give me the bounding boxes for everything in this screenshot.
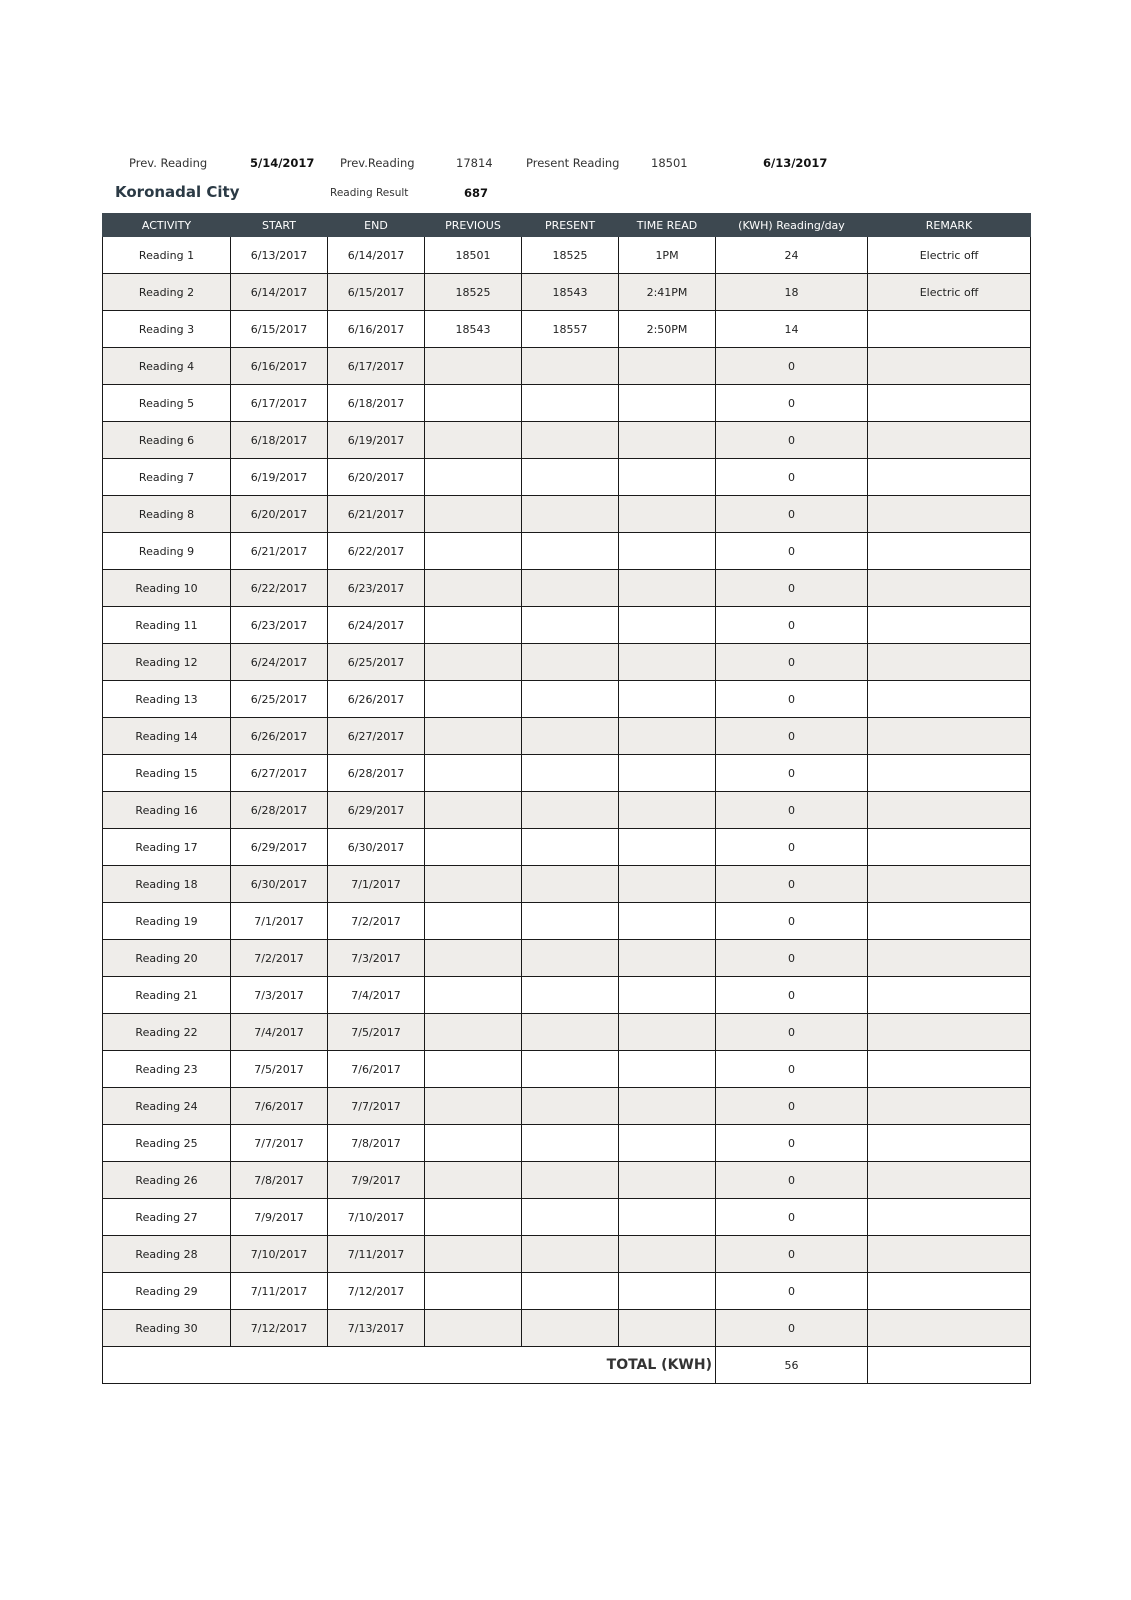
time-read-cell	[619, 866, 716, 903]
present-cell	[522, 496, 619, 533]
activity-cell: Reading 17	[103, 829, 231, 866]
end-date-cell: 6/14/2017	[328, 237, 425, 274]
kwh-per-day-cell: 0	[716, 1088, 868, 1125]
previous-cell	[425, 681, 522, 718]
end-date-cell: 7/1/2017	[328, 866, 425, 903]
remark-cell	[868, 977, 1031, 1014]
total-value: 56	[716, 1347, 868, 1384]
start-date-cell: 6/22/2017	[231, 570, 328, 607]
present-cell	[522, 792, 619, 829]
table-row	[103, 348, 1031, 385]
table-row	[103, 681, 1031, 718]
time-read-cell	[619, 422, 716, 459]
start-date-cell: 6/27/2017	[231, 755, 328, 792]
previous-cell	[425, 348, 522, 385]
present-cell	[522, 1014, 619, 1051]
start-date-cell: 6/29/2017	[231, 829, 328, 866]
remark-cell	[868, 940, 1031, 977]
table-row	[103, 422, 1031, 459]
remark-cell	[868, 459, 1031, 496]
start-date-cell: 6/20/2017	[231, 496, 328, 533]
activity-cell: Reading 30	[103, 1310, 231, 1347]
remark-cell	[868, 1088, 1031, 1125]
activity-cell: Reading 22	[103, 1014, 231, 1051]
start-date-cell: 7/8/2017	[231, 1162, 328, 1199]
prev-reading-value: 17814	[456, 156, 493, 170]
activity-cell: Reading 9	[103, 533, 231, 570]
previous-cell	[425, 1125, 522, 1162]
end-date-cell: 7/4/2017	[328, 977, 425, 1014]
column-header: PRESENT	[522, 214, 619, 237]
present-cell	[522, 940, 619, 977]
remark-cell	[868, 755, 1031, 792]
activity-cell: Reading 19	[103, 903, 231, 940]
total-row	[103, 1347, 1031, 1384]
time-read-cell	[619, 1310, 716, 1347]
prev-reading-date: 5/14/2017	[250, 156, 315, 170]
remark-cell	[868, 348, 1031, 385]
start-date-cell: 6/26/2017	[231, 718, 328, 755]
kwh-per-day-cell: 0	[716, 1014, 868, 1051]
kwh-per-day-cell: 24	[716, 237, 868, 274]
activity-cell: Reading 6	[103, 422, 231, 459]
end-date-cell: 6/25/2017	[328, 644, 425, 681]
kwh-per-day-cell: 0	[716, 718, 868, 755]
previous-cell	[425, 940, 522, 977]
activity-cell: Reading 13	[103, 681, 231, 718]
kwh-per-day-cell: 0	[716, 829, 868, 866]
time-read-cell	[619, 496, 716, 533]
kwh-per-day-cell: 0	[716, 422, 868, 459]
activity-cell: Reading 25	[103, 1125, 231, 1162]
remark-cell	[868, 1051, 1031, 1088]
end-date-cell: 7/5/2017	[328, 1014, 425, 1051]
present-cell	[522, 1125, 619, 1162]
activity-cell: Reading 28	[103, 1236, 231, 1273]
start-date-cell: 6/16/2017	[231, 348, 328, 385]
end-date-cell: 6/19/2017	[328, 422, 425, 459]
end-date-cell: 7/12/2017	[328, 1273, 425, 1310]
previous-cell	[425, 607, 522, 644]
previous-cell: 18543	[425, 311, 522, 348]
activity-cell: Reading 1	[103, 237, 231, 274]
start-date-cell: 7/7/2017	[231, 1125, 328, 1162]
previous-cell	[425, 829, 522, 866]
end-date-cell: 6/27/2017	[328, 718, 425, 755]
time-read-cell	[619, 829, 716, 866]
remark-cell	[868, 866, 1031, 903]
kwh-per-day-cell: 0	[716, 792, 868, 829]
start-date-cell: 6/14/2017	[231, 274, 328, 311]
column-header: TIME READ	[619, 214, 716, 237]
reading-log-table	[102, 213, 1031, 1384]
start-date-cell: 6/28/2017	[231, 792, 328, 829]
time-read-cell	[619, 755, 716, 792]
time-read-cell	[619, 533, 716, 570]
remark-cell	[868, 1310, 1031, 1347]
table-row	[103, 237, 1031, 274]
table-row	[103, 718, 1031, 755]
column-header: REMARK	[868, 214, 1031, 237]
time-read-cell: 1PM	[619, 237, 716, 274]
kwh-per-day-cell: 0	[716, 459, 868, 496]
present-cell	[522, 570, 619, 607]
activity-cell: Reading 2	[103, 274, 231, 311]
remark-cell	[868, 718, 1031, 755]
table-row	[103, 1162, 1031, 1199]
prev-reading-label: Prev. Reading	[129, 156, 208, 170]
time-read-cell	[619, 570, 716, 607]
time-read-cell: 2:50PM	[619, 311, 716, 348]
kwh-per-day-cell: 0	[716, 1199, 868, 1236]
end-date-cell: 6/20/2017	[328, 459, 425, 496]
present-cell	[522, 755, 619, 792]
time-read-cell	[619, 1125, 716, 1162]
start-date-cell: 6/17/2017	[231, 385, 328, 422]
present-cell: 18543	[522, 274, 619, 311]
start-date-cell: 6/23/2017	[231, 607, 328, 644]
start-date-cell: 7/9/2017	[231, 1199, 328, 1236]
previous-cell	[425, 1014, 522, 1051]
present-cell	[522, 422, 619, 459]
table-row	[103, 1088, 1031, 1125]
remark-cell	[868, 1199, 1031, 1236]
time-read-cell	[619, 385, 716, 422]
remark-cell	[868, 533, 1031, 570]
kwh-per-day-cell: 0	[716, 866, 868, 903]
time-read-cell	[619, 977, 716, 1014]
start-date-cell: 7/2/2017	[231, 940, 328, 977]
time-read-cell	[619, 1051, 716, 1088]
table-row	[103, 829, 1031, 866]
time-read-cell	[619, 1273, 716, 1310]
time-read-cell	[619, 940, 716, 977]
start-date-cell: 7/4/2017	[231, 1014, 328, 1051]
table-row	[103, 570, 1031, 607]
column-header: START	[231, 214, 328, 237]
present-cell	[522, 1088, 619, 1125]
reading-result-label: Reading Result	[330, 187, 409, 199]
end-date-cell: 7/9/2017	[328, 1162, 425, 1199]
end-date-cell: 7/11/2017	[328, 1236, 425, 1273]
kwh-per-day-cell: 0	[716, 607, 868, 644]
present-cell	[522, 866, 619, 903]
total-label: TOTAL (KWH)	[103, 1347, 716, 1384]
start-date-cell: 7/10/2017	[231, 1236, 328, 1273]
previous-cell	[425, 533, 522, 570]
activity-cell: Reading 29	[103, 1273, 231, 1310]
kwh-per-day-cell: 0	[716, 755, 868, 792]
activity-cell: Reading 21	[103, 977, 231, 1014]
table-row	[103, 1236, 1031, 1273]
start-date-cell: 7/3/2017	[231, 977, 328, 1014]
table-row	[103, 459, 1031, 496]
previous-cell	[425, 459, 522, 496]
column-header: END	[328, 214, 425, 237]
time-read-cell	[619, 681, 716, 718]
previous-cell	[425, 1236, 522, 1273]
time-read-cell	[619, 1088, 716, 1125]
present-cell	[522, 385, 619, 422]
start-date-cell: 6/15/2017	[231, 311, 328, 348]
remark-cell	[868, 607, 1031, 644]
kwh-per-day-cell: 0	[716, 348, 868, 385]
previous-cell	[425, 903, 522, 940]
present-cell	[522, 533, 619, 570]
start-date-cell: 7/1/2017	[231, 903, 328, 940]
kwh-per-day-cell: 0	[716, 385, 868, 422]
prev-reading-value-label: Prev.Reading	[340, 156, 415, 170]
present-cell	[522, 459, 619, 496]
present-reading-value: 18501	[651, 156, 688, 170]
start-date-cell: 7/6/2017	[231, 1088, 328, 1125]
activity-cell: Reading 27	[103, 1199, 231, 1236]
table-row	[103, 1014, 1031, 1051]
end-date-cell: 6/29/2017	[328, 792, 425, 829]
end-date-cell: 7/8/2017	[328, 1125, 425, 1162]
present-reading-label: Present Reading	[526, 156, 620, 170]
previous-cell	[425, 385, 522, 422]
table-row	[103, 385, 1031, 422]
end-date-cell: 7/7/2017	[328, 1088, 425, 1125]
present-cell	[522, 644, 619, 681]
table-row	[103, 866, 1031, 903]
table-row	[103, 607, 1031, 644]
start-date-cell: 6/30/2017	[231, 866, 328, 903]
previous-cell	[425, 496, 522, 533]
end-date-cell: 6/17/2017	[328, 348, 425, 385]
remark-cell	[868, 829, 1031, 866]
table-row	[103, 792, 1031, 829]
previous-cell: 18501	[425, 237, 522, 274]
previous-cell	[425, 718, 522, 755]
time-read-cell	[619, 1162, 716, 1199]
activity-cell: Reading 20	[103, 940, 231, 977]
present-cell	[522, 1199, 619, 1236]
time-read-cell	[619, 348, 716, 385]
table-row	[103, 903, 1031, 940]
present-cell: 18525	[522, 237, 619, 274]
start-date-cell: 6/21/2017	[231, 533, 328, 570]
start-date-cell: 6/19/2017	[231, 459, 328, 496]
column-header: (KWH) Reading/day	[716, 214, 868, 237]
activity-cell: Reading 14	[103, 718, 231, 755]
table-row	[103, 311, 1031, 348]
table-row	[103, 533, 1031, 570]
previous-cell	[425, 1162, 522, 1199]
time-read-cell	[619, 607, 716, 644]
activity-cell: Reading 4	[103, 348, 231, 385]
activity-cell: Reading 18	[103, 866, 231, 903]
end-date-cell: 6/23/2017	[328, 570, 425, 607]
total-remark-cell	[868, 1347, 1031, 1384]
activity-cell: Reading 15	[103, 755, 231, 792]
start-date-cell: 6/18/2017	[231, 422, 328, 459]
activity-cell: Reading 11	[103, 607, 231, 644]
present-cell	[522, 681, 619, 718]
previous-cell	[425, 422, 522, 459]
remark-cell	[868, 644, 1031, 681]
end-date-cell: 7/2/2017	[328, 903, 425, 940]
previous-cell	[425, 1051, 522, 1088]
kwh-per-day-cell: 0	[716, 1236, 868, 1273]
remark-cell: Electric off	[868, 274, 1031, 311]
present-cell	[522, 1162, 619, 1199]
table-header-row	[103, 214, 1031, 237]
remark-cell	[868, 1162, 1031, 1199]
remark-cell	[868, 1236, 1031, 1273]
remark-cell	[868, 385, 1031, 422]
kwh-per-day-cell: 0	[716, 681, 868, 718]
present-cell	[522, 977, 619, 1014]
time-read-cell	[619, 459, 716, 496]
time-read-cell	[619, 1199, 716, 1236]
remark-cell	[868, 792, 1031, 829]
activity-cell: Reading 8	[103, 496, 231, 533]
table-row	[103, 940, 1031, 977]
column-header: ACTIVITY	[103, 214, 231, 237]
remark-cell: Electric off	[868, 237, 1031, 274]
table-row	[103, 1310, 1031, 1347]
remark-cell	[868, 1014, 1031, 1051]
end-date-cell: 7/6/2017	[328, 1051, 425, 1088]
end-date-cell: 6/15/2017	[328, 274, 425, 311]
remark-cell	[868, 496, 1031, 533]
end-date-cell: 7/3/2017	[328, 940, 425, 977]
kwh-per-day-cell: 0	[716, 1051, 868, 1088]
end-date-cell: 7/10/2017	[328, 1199, 425, 1236]
kwh-per-day-cell: 0	[716, 1273, 868, 1310]
city-name: Koronadal City	[115, 183, 240, 201]
start-date-cell: 6/24/2017	[231, 644, 328, 681]
kwh-per-day-cell: 0	[716, 903, 868, 940]
kwh-per-day-cell: 0	[716, 570, 868, 607]
activity-cell: Reading 24	[103, 1088, 231, 1125]
time-read-cell	[619, 903, 716, 940]
remark-cell	[868, 1273, 1031, 1310]
kwh-per-day-cell: 0	[716, 977, 868, 1014]
remark-cell	[868, 681, 1031, 718]
end-date-cell: 6/21/2017	[328, 496, 425, 533]
table-row	[103, 274, 1031, 311]
present-cell	[522, 903, 619, 940]
end-date-cell: 6/16/2017	[328, 311, 425, 348]
previous-cell	[425, 792, 522, 829]
kwh-per-day-cell: 0	[716, 940, 868, 977]
reading-result-value: 687	[464, 186, 489, 200]
present-reading-date: 6/13/2017	[763, 156, 828, 170]
previous-cell	[425, 1199, 522, 1236]
table-row	[103, 755, 1031, 792]
previous-cell	[425, 1310, 522, 1347]
kwh-per-day-cell: 0	[716, 1310, 868, 1347]
table-row	[103, 496, 1031, 533]
table-row	[103, 644, 1031, 681]
start-date-cell: 6/25/2017	[231, 681, 328, 718]
activity-cell: Reading 12	[103, 644, 231, 681]
kwh-per-day-cell: 0	[716, 1162, 868, 1199]
activity-cell: Reading 23	[103, 1051, 231, 1088]
table-row	[103, 1199, 1031, 1236]
end-date-cell: 6/22/2017	[328, 533, 425, 570]
previous-cell	[425, 1273, 522, 1310]
time-read-cell	[619, 1236, 716, 1273]
present-cell	[522, 829, 619, 866]
previous-cell	[425, 977, 522, 1014]
remark-cell	[868, 311, 1031, 348]
activity-cell: Reading 26	[103, 1162, 231, 1199]
previous-cell	[425, 1088, 522, 1125]
time-read-cell: 2:41PM	[619, 274, 716, 311]
previous-cell: 18525	[425, 274, 522, 311]
kwh-per-day-cell: 0	[716, 1125, 868, 1162]
start-date-cell: 6/13/2017	[231, 237, 328, 274]
present-cell	[522, 1310, 619, 1347]
remark-cell	[868, 1125, 1031, 1162]
activity-cell: Reading 3	[103, 311, 231, 348]
present-cell	[522, 607, 619, 644]
kwh-per-day-cell: 14	[716, 311, 868, 348]
present-cell	[522, 1273, 619, 1310]
table-row	[103, 1125, 1031, 1162]
present-cell	[522, 1051, 619, 1088]
previous-cell	[425, 755, 522, 792]
remark-cell	[868, 903, 1031, 940]
time-read-cell	[619, 792, 716, 829]
previous-cell	[425, 866, 522, 903]
activity-cell: Reading 16	[103, 792, 231, 829]
start-date-cell: 7/5/2017	[231, 1051, 328, 1088]
activity-cell: Reading 10	[103, 570, 231, 607]
table-row	[103, 1051, 1031, 1088]
present-cell	[522, 1236, 619, 1273]
present-cell	[522, 348, 619, 385]
column-header: PREVIOUS	[425, 214, 522, 237]
end-date-cell: 6/18/2017	[328, 385, 425, 422]
table-row	[103, 1273, 1031, 1310]
time-read-cell	[619, 644, 716, 681]
start-date-cell: 7/11/2017	[231, 1273, 328, 1310]
kwh-per-day-cell: 0	[716, 644, 868, 681]
previous-cell	[425, 644, 522, 681]
end-date-cell: 6/24/2017	[328, 607, 425, 644]
start-date-cell: 7/12/2017	[231, 1310, 328, 1347]
table-row	[103, 977, 1031, 1014]
activity-cell: Reading 7	[103, 459, 231, 496]
time-read-cell	[619, 1014, 716, 1051]
kwh-per-day-cell: 0	[716, 533, 868, 570]
end-date-cell: 6/28/2017	[328, 755, 425, 792]
end-date-cell: 7/13/2017	[328, 1310, 425, 1347]
activity-cell: Reading 5	[103, 385, 231, 422]
kwh-per-day-cell: 0	[716, 496, 868, 533]
end-date-cell: 6/30/2017	[328, 829, 425, 866]
present-cell	[522, 718, 619, 755]
remark-cell	[868, 422, 1031, 459]
end-date-cell: 6/26/2017	[328, 681, 425, 718]
present-cell: 18557	[522, 311, 619, 348]
remark-cell	[868, 570, 1031, 607]
kwh-per-day-cell: 18	[716, 274, 868, 311]
previous-cell	[425, 570, 522, 607]
time-read-cell	[619, 718, 716, 755]
